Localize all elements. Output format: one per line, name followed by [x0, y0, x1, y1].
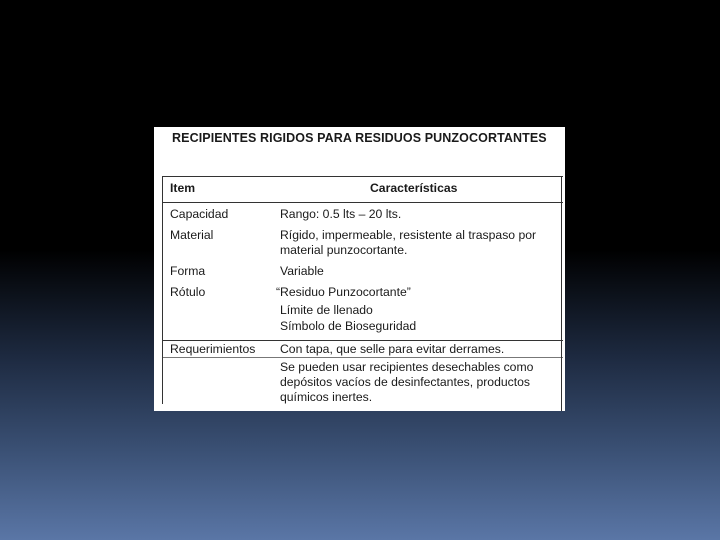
row-desc-line: Variable	[280, 264, 324, 278]
document-image	[154, 127, 565, 411]
row-desc-line: Símbolo de Bioseguridad	[280, 319, 417, 333]
table-section-rule	[162, 340, 563, 341]
row-desc-line: “Residuo Punzocortante”	[276, 285, 411, 299]
table-left-rule	[162, 176, 163, 404]
row-desc-line: depósitos vacíos de desinfectantes, productos	[280, 375, 530, 389]
row-item-forma: Forma	[170, 264, 206, 278]
table-top-rule	[162, 176, 563, 177]
row-desc-line: Con tapa, que selle para evitar derrames.	[280, 342, 505, 356]
row-desc-line: Rango: 0.5 lts – 20 lts.	[280, 207, 402, 221]
row-item-requerimientos: Requerimientos	[170, 342, 256, 356]
row-desc-line: químicos inertes.	[280, 390, 373, 404]
row-item-capacidad: Capacidad	[170, 207, 229, 221]
row-desc-line: Rígido, impermeable, resistente al traspaso por	[280, 228, 537, 242]
table-right-rule	[561, 176, 562, 411]
header-caracteristicas: Características	[370, 181, 458, 195]
document-title: RECIPIENTES RIGIDOS PARA RESIDUOS PUNZOCORTANTES	[172, 131, 547, 145]
header-item: Item	[170, 181, 196, 195]
row-item-material: Material	[170, 228, 214, 242]
table-header-rule	[162, 202, 563, 203]
row-desc-line: Se pueden usar recipientes desechables como	[280, 360, 534, 374]
row-item-rotulo: Rótulo	[170, 285, 206, 299]
row-desc-line: material punzocortante.	[280, 243, 408, 257]
row-desc-line: Límite de llenado	[280, 303, 373, 317]
